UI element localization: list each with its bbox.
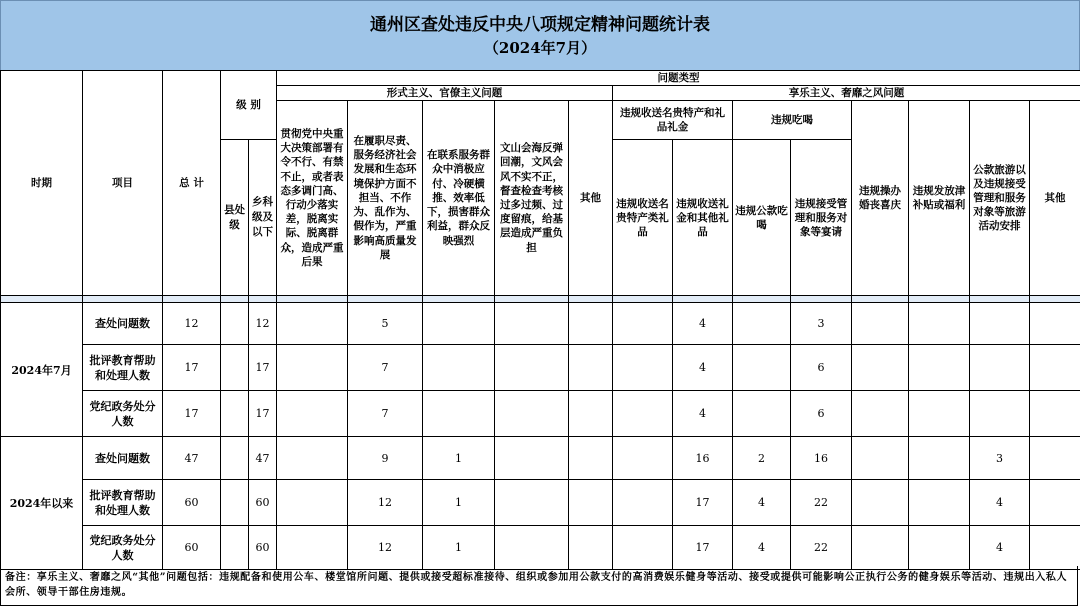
cell-f1 [277,437,348,480]
cell-f3: 1 [423,480,495,526]
header-formalism-col-1: 贯彻党中央重大决策部署有令不行、有禁不止，或者表态多调门高、行动少落实差，脱离实际、脱离群众，造成严重后果 [277,101,348,296]
cell-f3: 1 [423,526,495,570]
table-row [1,437,1080,480]
cell-f2: 12 [348,526,423,570]
cell-total: 47 [163,437,221,480]
cell-d1 [733,303,791,345]
cell-h4 [1030,391,1080,437]
cell-f4 [495,526,569,570]
cell-f5 [569,345,613,391]
cell-county [221,391,249,437]
cell-township: 12 [249,303,277,345]
page-title: 通州区查处违反中央八项规定精神问题统计表 [370,14,710,35]
cell-f2: 7 [348,345,423,391]
cell-h2 [909,303,970,345]
band-cell [1,296,83,303]
band-cell [249,296,277,303]
cell-h2 [909,345,970,391]
cell-total: 12 [163,303,221,345]
row-item: 查处问题数 [83,303,163,345]
cell-d1 [733,345,791,391]
header-hedonism-group: 享乐主义、奢靡之风问题 [613,86,1080,101]
cell-county [221,345,249,391]
cell-f3: 1 [423,437,495,480]
title-banner [0,0,1080,71]
header-formalism-other: 其他 [569,101,613,296]
header-period: 时期 [1,71,83,296]
cell-g2: 17 [673,526,733,570]
cell-f4 [495,480,569,526]
band-cell [83,296,163,303]
cell-county [221,303,249,345]
cell-f1 [277,391,348,437]
cell-county [221,480,249,526]
cell-total: 17 [163,391,221,437]
band-cell [163,296,221,303]
cell-g1 [613,526,673,570]
cell-f3 [423,391,495,437]
cell-g1 [613,437,673,480]
cell-f5 [569,303,613,345]
cell-h4 [1030,437,1080,480]
cell-h3: 3 [970,437,1030,480]
header-dining-col-2: 违规接受管理和服务对象等宴请 [791,140,852,296]
cell-f4 [495,391,569,437]
cell-d2: 6 [791,391,852,437]
cell-f2: 7 [348,391,423,437]
header-county-level: 县处级 [221,140,249,296]
row-item: 党纪政务处分人数 [83,526,163,570]
cell-h1 [852,480,909,526]
cell-township: 17 [249,391,277,437]
cell-h1 [852,303,909,345]
cell-h3 [970,391,1030,437]
cell-g1 [613,480,673,526]
cell-f4 [495,345,569,391]
statistics-table [0,70,1080,570]
period-label: 2024年以来 [1,437,83,570]
cell-g2: 4 [673,303,733,345]
band-cell [909,296,970,303]
header-formalism-col-4: 文山会海反弹回潮，文风会风不实不正，督查检查考核过多过频、过度留痕，给基层造成严重负担 [495,101,569,296]
cell-f1 [277,480,348,526]
header-item: 项目 [83,71,163,296]
band-cell [348,296,423,303]
cell-f2: 5 [348,303,423,345]
cell-f3 [423,345,495,391]
cell-g1 [613,303,673,345]
header-dining-col-1: 违规公款吃喝 [733,140,791,296]
cell-h3 [970,345,1030,391]
table-row [1,303,1080,345]
page-subtitle: （2024年7月） [483,38,597,57]
cell-g2: 4 [673,345,733,391]
cell-d2: 16 [791,437,852,480]
header-total: 总 计 [163,71,221,296]
header-township-level: 乡科级及以下 [249,140,277,296]
header-formalism-group: 形式主义、官僚主义问题 [277,86,613,101]
band-cell [569,296,613,303]
cell-h1 [852,526,909,570]
cell-f5 [569,480,613,526]
cell-h1 [852,345,909,391]
row-item: 查处问题数 [83,437,163,480]
band-cell [423,296,495,303]
cell-h2 [909,437,970,480]
cell-g2: 4 [673,391,733,437]
cell-total: 60 [163,480,221,526]
row-item: 批评教育帮助和处理人数 [83,480,163,526]
cell-d1: 2 [733,437,791,480]
header-hedonism-other: 其他 [1030,101,1080,296]
table-row [1,391,1080,437]
band-cell [495,296,569,303]
cell-f5 [569,526,613,570]
cell-g2: 16 [673,437,733,480]
band-cell [970,296,1030,303]
header-problem-type: 问题类型 [277,71,1080,86]
band-cell [673,296,733,303]
cell-d1: 4 [733,526,791,570]
cell-g1 [613,345,673,391]
cell-h4 [1030,303,1080,345]
row-item: 批评教育帮助和处理人数 [83,345,163,391]
cell-h3: 4 [970,526,1030,570]
cell-d2: 22 [791,480,852,526]
table-row [1,526,1080,570]
header-gift-col-1: 违规收送名贵特产类礼品 [613,140,673,296]
cell-g1 [613,391,673,437]
cell-h3 [970,303,1030,345]
period-label: 2024年7月 [1,303,83,437]
cell-d2: 3 [791,303,852,345]
cell-d1 [733,391,791,437]
cell-f2: 12 [348,480,423,526]
cell-township: 60 [249,526,277,570]
band-cell [791,296,852,303]
header-formalism-col-2: 在履职尽责、服务经济社会发展和生态环境保护方面不担当、不作为、乱作为、假作为，严重影响高质量发展 [348,101,423,296]
row-item: 党纪政务处分人数 [83,391,163,437]
cell-h1 [852,437,909,480]
band-cell [852,296,909,303]
cell-h2 [909,526,970,570]
cell-total: 17 [163,345,221,391]
cell-county [221,437,249,480]
band-cell [277,296,348,303]
band-cell [1030,296,1080,303]
table-row [1,345,1080,391]
header-level: 级 别 [221,71,277,140]
cell-h2 [909,480,970,526]
cell-f5 [569,437,613,480]
header-gift-col-2: 违规收送礼金和其他礼品 [673,140,733,296]
band-cell [613,296,673,303]
cell-h4 [1030,480,1080,526]
footnote: 备注：享乐主义、奢靡之风“其他”问题包括：违规配备和使用公车、楼堂馆所问题、提供或接受超标准接待、组织或参加用公款支付的高消费娱乐健身等活动、接受或提供可能影响公正执行公务的健身娱乐等活动、违规出入私人会所、领导干部住房违规。 [0,566,1078,606]
header-allowance: 违规发放津补贴或福利 [909,101,970,296]
cell-township: 47 [249,437,277,480]
header-wedding-funeral: 违规操办婚丧喜庆 [852,101,909,296]
band-cell [733,296,791,303]
cell-h2 [909,391,970,437]
cell-d2: 22 [791,526,852,570]
cell-f1 [277,526,348,570]
cell-f1 [277,345,348,391]
cell-county [221,526,249,570]
cell-d2: 6 [791,345,852,391]
header-formalism-col-3: 在联系服务群众中消极应付、冷硬横推、效率低下，损害群众利益，群众反映强烈 [423,101,495,296]
header-gift-group: 违规收送名贵特产和礼品礼金 [613,101,733,140]
cell-f5 [569,391,613,437]
cell-f2: 9 [348,437,423,480]
cell-township: 60 [249,480,277,526]
cell-h1 [852,391,909,437]
cell-f1 [277,303,348,345]
cell-f3 [423,303,495,345]
header-travel: 公款旅游以及违规接受管理和服务对象等旅游活动安排 [970,101,1030,296]
cell-h3: 4 [970,480,1030,526]
cell-f4 [495,303,569,345]
cell-township: 17 [249,345,277,391]
cell-f4 [495,437,569,480]
header-dining-group: 违规吃喝 [733,101,852,140]
cell-d1: 4 [733,480,791,526]
cell-h4 [1030,526,1080,570]
cell-g2: 17 [673,480,733,526]
cell-total: 60 [163,526,221,570]
table-row [1,480,1080,526]
band-cell [221,296,249,303]
cell-h4 [1030,345,1080,391]
